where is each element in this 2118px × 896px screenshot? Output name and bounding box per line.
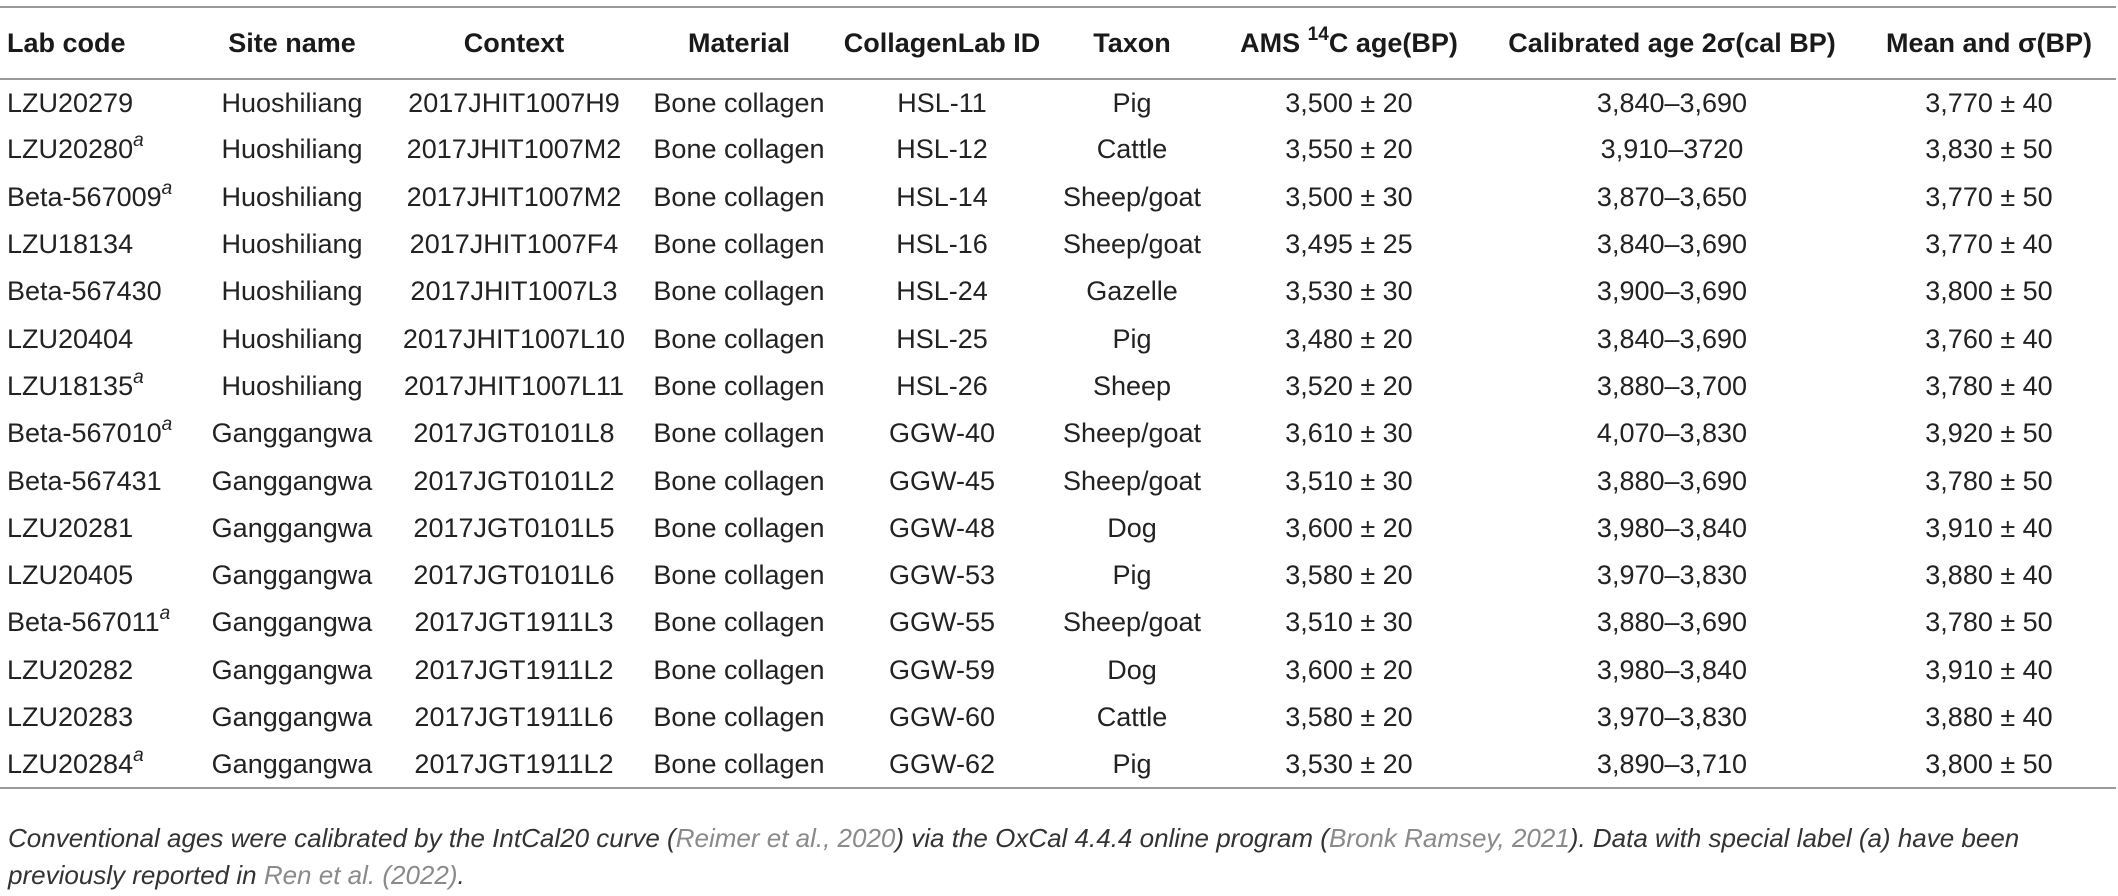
cell-lab-code [0, 79, 198, 126]
cell-taxon: Gazelle [1086, 276, 1178, 307]
cell-taxon: Sheep/goat [1062, 465, 1202, 496]
cell-calibrated-age: 3,910–3720 [1600, 134, 1744, 165]
cell-calibrated-age: 4,070–3,830 [1596, 418, 1748, 449]
cell-context: 2017JGT1911L2 [386, 741, 642, 788]
table-footnote [8, 820, 2108, 894]
cell-site-name: Ganggangwa [198, 741, 386, 788]
cell-mean-sigma: 3,880 ± 40 [1925, 702, 2053, 732]
cell-lab-code [0, 363, 198, 410]
lab-code-text: LZU18135 [7, 370, 134, 401]
table-row [0, 647, 2116, 694]
cell-collagen-id: GGW-55 [888, 607, 996, 638]
cell-lab-code [0, 174, 198, 221]
cell-ams-age: 3,580 ± 20 [1285, 560, 1413, 591]
cell-site-name: Huoshiliang [221, 323, 363, 354]
cell-mean-sigma: 3,780 ± 50 [1925, 607, 2053, 638]
cell-taxon: Sheep/goat [1062, 418, 1202, 449]
cell-mean-sigma: 3,780 ± 40 [1925, 370, 2053, 401]
header-mean-sigma: Mean and σ(BP) [1862, 7, 2116, 79]
cell-context: 2017JHIT1007L10 [402, 323, 626, 354]
cell-calibrated-age: 3,970–3,830 [1596, 560, 1748, 591]
header-collagen-id: CollagenLab ID [836, 7, 1048, 79]
cell-lab-code [0, 221, 198, 268]
cell-mean-sigma: 3,920 ± 50 [1925, 418, 2053, 449]
cell-context: 2017JGT0101L6 [413, 560, 615, 591]
cell-material: Bone collagen [653, 465, 825, 496]
lab-code-text: Beta-567430 [7, 276, 162, 307]
footnote-marker: a [161, 177, 173, 199]
cell-ams-age: 3,500 ± 20 [1285, 87, 1413, 118]
cell-material: Bone collagen [653, 607, 825, 638]
cell-collagen-id: GGW-45 [888, 465, 996, 496]
cell-material: Bone collagen [653, 134, 825, 165]
table-body [0, 79, 2116, 788]
cell-collagen-id: GGW-62 [836, 741, 1048, 788]
cell-mean-sigma: 3,830 ± 50 [1925, 134, 2053, 165]
header-ams-prefix: AMS [1240, 27, 1308, 58]
cell-material: Bone collagen [653, 560, 825, 591]
cell-context: 2017JHIT1007F4 [409, 229, 619, 260]
cell-mean-sigma: 3,770 ± 40 [1925, 229, 2053, 260]
cell-taxon: Dog [1107, 654, 1157, 685]
lab-code-text: LZU20283 [7, 702, 134, 732]
cell-collagen-id: HSL-24 [896, 276, 988, 307]
cell-ams-age: 3,530 ± 20 [1216, 741, 1482, 788]
footnote-text-1: Conventional ages were calibrated by the IntCal20 curve ( [8, 823, 676, 853]
cell-taxon: Pig [1112, 323, 1152, 354]
cell-taxon: Pig [1048, 741, 1216, 788]
cell-collagen-id: HSL-11 [897, 87, 987, 118]
cell-site-name: Ganggangwa [211, 702, 373, 732]
table-header [0, 7, 2116, 79]
lab-code-text: Beta-567011 [7, 607, 160, 638]
radiocarbon-dates-table [0, 6, 2116, 789]
cell-material: Bone collagen [653, 702, 825, 732]
cell-context: 2017JGT1911L2 [414, 654, 614, 685]
footnote-text-4: . [457, 860, 465, 890]
lab-code-text: LZU20405 [7, 560, 134, 591]
cell-context: 2017JHIT1007H9 [408, 87, 620, 118]
cell-mean-sigma: 3,800 ± 50 [1925, 276, 2053, 307]
cell-context: 2017JGT0101L2 [413, 465, 615, 496]
header-ams-suffix: C age(BP) [1328, 27, 1458, 58]
cell-ams-age: 3,610 ± 30 [1285, 418, 1413, 449]
header-site-name: Site name [198, 7, 386, 79]
cell-material: Bone collagen [653, 87, 825, 118]
table-row [0, 599, 2116, 646]
table-row [0, 741, 2116, 788]
lab-code-text: LZU20280 [7, 134, 134, 165]
cell-material: Bone collagen [653, 229, 825, 260]
cell-calibrated-age: 3,840–3,690 [1596, 229, 1748, 260]
cell-context: 2017JHIT1007M2 [406, 181, 622, 212]
cell-site-name: Huoshiliang [221, 370, 363, 401]
lab-code-text: Beta-567010 [7, 418, 162, 449]
cell-context: 2017JHIT1007L11 [403, 370, 625, 401]
cell-taxon: Sheep [1092, 370, 1172, 401]
cell-material: Bone collagen [653, 512, 825, 543]
cell-ams-age: 3,580 ± 20 [1285, 702, 1413, 732]
footnote-marker: a [133, 130, 144, 152]
cell-taxon: Pig [1112, 87, 1152, 118]
cell-context: 2017JGT1911L6 [414, 702, 614, 732]
cell-mean-sigma: 3,770 ± 50 [1925, 181, 2053, 212]
cell-taxon: Dog [1107, 512, 1157, 543]
cell-material: Bone collagen [653, 654, 825, 685]
cell-material: Bone collagen [653, 276, 825, 307]
cell-lab-code [0, 647, 198, 694]
cell-taxon: Sheep/goat [1062, 607, 1202, 638]
header-taxon: Taxon [1048, 7, 1216, 79]
header-calibrated-age: Calibrated age 2σ(cal BP) [1482, 7, 1862, 79]
cell-ams-age: 3,520 ± 20 [1285, 370, 1413, 401]
cell-mean-sigma: 3,880 ± 40 [1925, 560, 2053, 591]
cell-context: 2017JGT0101L5 [413, 512, 615, 543]
cell-taxon: Sheep/goat [1062, 181, 1202, 212]
cell-collagen-id: GGW-53 [888, 560, 996, 591]
cell-collagen-id: HSL-25 [896, 323, 988, 354]
footnote-marker: a [133, 366, 144, 388]
table-row [0, 505, 2116, 552]
cell-calibrated-age: 3,840–3,690 [1596, 87, 1748, 118]
table-row [0, 552, 2116, 599]
table-row [0, 221, 2116, 268]
cell-calibrated-age: 3,980–3,840 [1596, 654, 1748, 685]
table-row [0, 694, 2116, 741]
cell-ams-age: 3,495 ± 25 [1285, 229, 1413, 260]
cell-collagen-id: HSL-14 [896, 181, 988, 212]
cell-calibrated-age: 3,880–3,690 [1596, 607, 1748, 638]
cell-lab-code [0, 457, 198, 504]
table-row [0, 126, 2116, 173]
cell-site-name: Huoshiliang [221, 229, 363, 260]
cell-site-name: Ganggangwa [211, 418, 373, 449]
lab-code-text: LZU20404 [7, 323, 134, 354]
table-row [0, 410, 2116, 457]
footnote-marker: a [133, 744, 144, 766]
cell-lab-code [0, 410, 198, 457]
table-row [0, 79, 2116, 126]
cell-site-name: Ganggangwa [211, 607, 373, 638]
table-row [0, 457, 2116, 504]
cell-context: 2017JGT0101L8 [413, 418, 615, 449]
cell-ams-age: 3,510 ± 30 [1285, 465, 1413, 496]
lab-code-text: LZU20282 [7, 654, 134, 685]
cell-ams-age: 3,600 ± 20 [1285, 654, 1413, 685]
cell-collagen-id: HSL-16 [896, 229, 988, 260]
cell-calibrated-age: 3,880–3,700 [1596, 370, 1748, 401]
cell-site-name: Huoshiliang [221, 276, 363, 307]
header-material: Material [642, 7, 836, 79]
cell-material: Bone collagen [653, 323, 825, 354]
cell-mean-sigma: 3,910 ± 40 [1925, 654, 2053, 685]
cell-ams-age: 3,510 ± 30 [1285, 607, 1413, 638]
cell-lab-code [0, 315, 198, 362]
cell-taxon: Pig [1112, 560, 1152, 591]
cell-calibrated-age: 3,870–3,650 [1596, 181, 1748, 212]
cell-taxon: Cattle [1096, 702, 1168, 732]
reference-link-bronk-ramsey[interactable]: Bronk Ramsey, 2021 [1328, 823, 1570, 853]
cell-material: Bone collagen [653, 181, 825, 212]
cell-context: 2017JGT1911L3 [414, 607, 614, 638]
cell-site-name: Ganggangwa [211, 560, 373, 591]
lab-code-text: Beta-567009 [7, 181, 162, 212]
footnote-text-3: ). Data with special label (a) have been previously reported in [8, 823, 2020, 890]
lab-code-text: LZU20284 [7, 748, 134, 779]
cell-calibrated-age: 3,890–3,710 [1482, 741, 1862, 788]
cell-ams-age: 3,500 ± 30 [1285, 181, 1413, 212]
lab-code-text: LZU20279 [7, 87, 134, 118]
cell-lab-code [0, 694, 198, 741]
cell-site-name: Ganggangwa [211, 512, 373, 543]
table-row [0, 174, 2116, 221]
cell-lab-code [0, 741, 198, 788]
cell-collagen-id: GGW-40 [888, 418, 996, 449]
cell-lab-code [0, 268, 198, 315]
cell-calibrated-age: 3,840–3,690 [1596, 323, 1748, 354]
reference-link-ren[interactable]: Ren et al. (2022) [263, 860, 458, 890]
cell-mean-sigma: 3,910 ± 40 [1925, 512, 2053, 543]
footnote-marker: a [161, 414, 173, 436]
cell-calibrated-age: 3,980–3,840 [1596, 512, 1748, 543]
cell-calibrated-age: 3,900–3,690 [1596, 276, 1748, 307]
cell-mean-sigma: 3,780 ± 50 [1925, 465, 2053, 496]
cell-collagen-id: HSL-12 [896, 134, 988, 165]
cell-collagen-id: GGW-60 [888, 702, 996, 732]
header-ams-age [1216, 7, 1482, 79]
cell-calibrated-age: 3,970–3,830 [1596, 702, 1748, 732]
cell-lab-code [0, 505, 198, 552]
cell-lab-code [0, 552, 198, 599]
cell-context: 2017JHIT1007M2 [406, 134, 622, 165]
header-row [0, 7, 2116, 79]
cell-mean-sigma: 3,770 ± 40 [1925, 87, 2053, 118]
cell-site-name: Ganggangwa [211, 465, 373, 496]
cell-material: Bone collagen [642, 741, 836, 788]
lab-code-text: LZU20281 [7, 512, 134, 543]
cell-context: 2017JHIT1007L3 [410, 276, 618, 307]
cell-material: Bone collagen [653, 418, 825, 449]
lab-code-text: LZU18134 [7, 229, 134, 260]
lab-code-text: Beta-567431 [7, 465, 162, 496]
cell-taxon: Sheep/goat [1062, 229, 1202, 260]
cell-mean-sigma: 3,760 ± 40 [1925, 323, 2053, 354]
cell-site-name: Huoshiliang [221, 87, 363, 118]
cell-site-name: Huoshiliang [221, 181, 363, 212]
cell-ams-age: 3,550 ± 20 [1285, 134, 1413, 165]
cell-material: Bone collagen [653, 370, 825, 401]
cell-mean-sigma: 3,800 ± 50 [1862, 741, 2116, 788]
footnote-text-2: ) via the OxCal 4.4.4 online program ( [895, 823, 1329, 853]
cell-lab-code [0, 126, 198, 173]
header-ams-superscript: 14 [1307, 23, 1329, 45]
table-row [0, 363, 2116, 410]
table-row [0, 315, 2116, 362]
cell-collagen-id: GGW-48 [888, 512, 996, 543]
cell-site-name: Huoshiliang [221, 134, 363, 165]
cell-ams-age: 3,480 ± 20 [1285, 323, 1413, 354]
reference-link-reimer[interactable]: Reimer et al., 2020 [675, 823, 896, 853]
table-row [0, 268, 2116, 315]
header-context: Context [386, 7, 642, 79]
cell-site-name: Ganggangwa [211, 654, 373, 685]
cell-taxon: Cattle [1096, 134, 1168, 165]
cell-collagen-id: GGW-59 [888, 654, 996, 685]
footnote-marker: a [159, 603, 171, 625]
cell-lab-code [0, 599, 198, 646]
header-lab-code: Lab code [0, 7, 198, 79]
cell-collagen-id: HSL-26 [896, 370, 988, 401]
cell-ams-age: 3,530 ± 30 [1285, 276, 1413, 307]
cell-ams-age: 3,600 ± 20 [1285, 512, 1413, 543]
cell-calibrated-age: 3,880–3,690 [1596, 465, 1748, 496]
